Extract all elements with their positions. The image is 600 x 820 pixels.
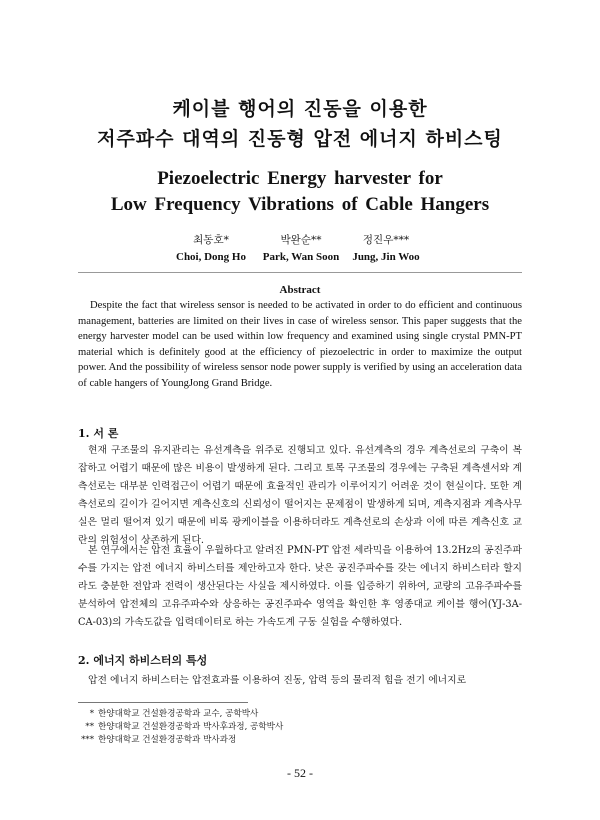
footnote-1-text: 한양대학교 건설환경공학과 교수, 공학박사	[98, 709, 259, 719]
author-1-korean-name: 최동호*	[193, 234, 229, 246]
footnote-1-mark: *	[89, 709, 94, 719]
footnotes	[78, 708, 283, 747]
korean-title-line-1: 케이블 행어의 진동을 이용한	[172, 98, 428, 120]
abstract-text: Despite the fact that wireless sensor is needed to be activated in order to do efficient and continuous management, batteries are limited on their lives in case of wireless sensor. This paper suggests that the energy harvester model can be used within low frequency and examined using single crystal PMN-PT material which is definitely good at the efficiency of piezoelectric in order to maximize the output power. And the possibility of wireless sensor node power supply is verified by using an acceleration data of cable hangers of YoungJong Grand Bridge.	[78, 300, 522, 389]
section-1-paragraph-1: 현재 구조물의 유지관리는 유선계측을 위주로 진행되고 있다. 유선계측의 경우 계측선로의 구축이 복잡하고 어렵기 때문에 많은 비용이 발생하게 된다. 그리고 토목 구조물의 경우에는 구축된 계측센서와 계측선로는 대부분 인력접근이 어렵기 때문에 효율적인 관리가 이루어지기 어려운 것이 현실이다. 또한 계측선로의 길이가 길어지면 계측신호의 신뢰성이 떨어지는 문제점이 발생하게 되며, 계측지점과 계측사무실은 멀리 떨어져 있기 때문에 비록 광케이블을 이용하더라도 계측선로의 손상과 이에 따른 계측신호 교란의 위험성이 상존하게 된다.	[78, 445, 522, 546]
page-number: - 52 -	[287, 766, 313, 780]
section-2-paragraph-1: 압전 에너지 하비스터는 압전효과를 이용하여 진동, 압력 등의 물리적 힘을 전기 에너지로	[88, 675, 467, 686]
author-3-english-name: Jung, Jin Woo	[352, 251, 420, 263]
section-2-heading: 2. 에너지 하비스터의 특성	[78, 654, 208, 667]
korean-title-line-2: 저주파수 대역의 진동형 압전 에너지 하비스팅	[97, 128, 503, 150]
footnote-3-mark: ***	[81, 735, 94, 745]
author-1-english-name: Choi, Dong Ho	[176, 251, 246, 263]
abstract-heading: Abstract	[279, 284, 321, 296]
footnote-2	[78, 721, 283, 734]
header-divider	[78, 272, 522, 273]
author-2-korean-name: 박완순**	[280, 234, 322, 246]
footnote-3-text: 한양대학교 건설환경공학과 박사과정	[98, 735, 237, 745]
author-3	[346, 232, 426, 263]
footnote-3	[78, 734, 283, 747]
footnote-1	[78, 708, 283, 721]
english-title-line-1: Piezoelectric Energy harvester for	[157, 168, 443, 189]
footnote-divider	[78, 702, 248, 703]
author-2-english-name: Park, Wan Soon	[262, 251, 340, 263]
section-1-paragraph-2: 본 연구에서는 압전 효율이 우월하다고 알려진 PMN-PT 압전 세라믹을 이용하여 13.2Hz의 공진주파수를 가지는 압전 에너지 하비스터를 제안하고자 한다. 낮은 공진주파수를 갖는 에너지 하비스터라 할지라도 충분한 전압과 전력이 생산된다는 사실을 제시하였다. 이를 입증하기 위하여, 교량의 고유주파수를 분석하여 압전체의 고유주파수와 상응하는 공진주파수 영역을 확인한 후 영종대교 케이블 행어(YJ-3A-CA-03)의 가속도값을 입력데이터로 하는 가속도계 구동 실험을 수행하였다.	[78, 545, 522, 628]
english-title-line-2: Low Frequency Vibrations of Cable Hangers	[110, 194, 490, 215]
footnote-2-text: 한양대학교 건설환경공학과 박사후과정, 공학박사	[98, 722, 284, 732]
author-3-korean-name: 정진우***	[362, 234, 410, 246]
author-2	[256, 232, 346, 263]
author-1	[176, 232, 246, 263]
footnote-2-mark: **	[85, 722, 94, 732]
section-1-heading: 1. 서 론	[78, 427, 119, 440]
